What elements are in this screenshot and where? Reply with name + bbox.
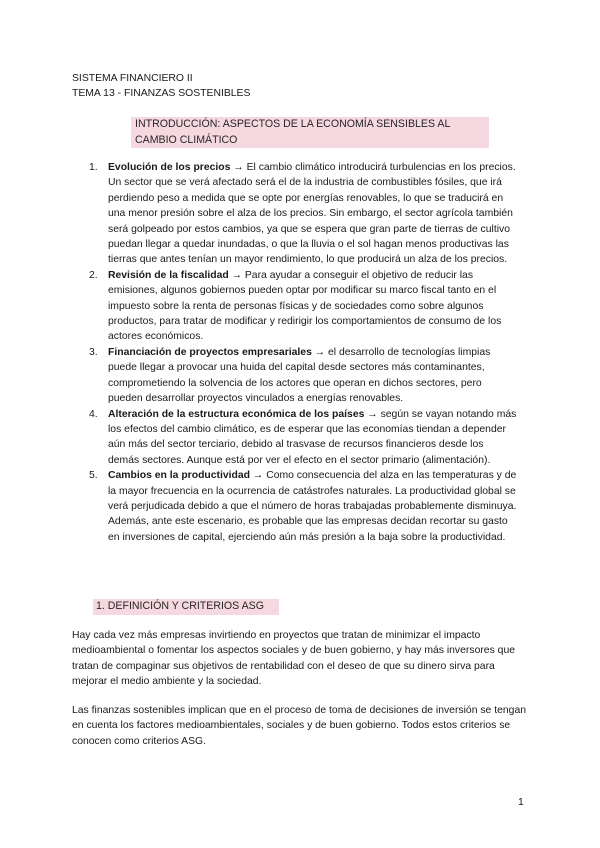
list-item: 1. Evolución de los precios → El cambio climático introducirá turbulencias en los precios. Un sector que se verá afectado será el de la industria de combustibles fósiles, que irá perdiendo peso a medida que se opte por energías renovables, lo que se traducirá en una menor presión sobre el alza de los precios. Sin embargo, el sector agrícola también será golpeado por estos cambios, ya que se espera que gran parte de tierras de cultivo puedan llegar a quedar inundadas, o que la lluvia o el sol hagan menos productivas las tierras que antes tenían un mayor rendimiento, lo que producirá un alza de los precios. — [89, 162, 516, 266]
document-header — [72, 71, 250, 101]
course-title: SISTEMA FINANCIERO II — [72, 73, 193, 84]
page-number: 1 — [518, 797, 524, 808]
item-text: → El cambio climático introducirá turbulencias en los precios. Un sector que se verá afectado será el de la industria de combustibles fósiles, que irá perdiendo peso a medida que se opte por energías renovables, lo que se traducirá en una menor presión sobre el alza de los precios. Sin embargo, el sector agrícola también será golpeado por estos cambios, ya que se espera que gran parte de tierras de cultivo puedan llegar a quedar inundadas, o que la lluvia o el sol hagan menos productivas las tierras que antes tenían un mayor rendimiento, lo que producirá un alza de los precios. — [108, 162, 516, 266]
item-title: Revisión de la fiscalidad — [108, 269, 229, 281]
list-item: 5. Cambios en la productividad → Como consecuencia del alza en las temperaturas y de la mayor frecuencia en la ocurrencia de catástrofes naturales. La productividad global se verá perjudicada debido a que el número de horas trabajadas probablemente disminuya. Además, ante este escenario, es probable que las empresas decidan recortar su gasto en inversiones de capital, ejerciendo aún más presión a la baja sobre la productividad. — [89, 470, 517, 543]
item-title: Financiación de proyectos empresariales — [108, 346, 312, 358]
intro-heading: INTRODUCCIÓN: ASPECTOS DE LA ECONOMÍA SENSIBLES AL CAMBIO CLIMÁTICO — [131, 117, 489, 148]
item-text: → según se vayan notando más los efectos del cambio climático, es de esperar que las economías tiendan a depender aún más del sector terciario, debido al trasvase de recursos financieros desde los demás sectores. Aunque está por ver el efecto en el sector primario (alimentación). — [108, 408, 517, 466]
climate-aspects-list — [87, 160, 517, 545]
item-title: Alteración de la estructura económica de los países — [108, 408, 365, 420]
topic-title: TEMA 13 - FINANZAS SOSTENIBLES — [72, 88, 251, 99]
body-paragraph: Las finanzas sostenibles implican que en el proceso de toma de decisiones de inversión se tengan en cuenta los factores medioambientales, sociales y de buen gobierno. Todos estos criterios se conocen como criterios ASG. — [72, 705, 527, 747]
item-title: Evolución de los precios — [108, 162, 231, 173]
item-text: → Para ayudar a conseguir el objetivo de reducir las emisiones, algunos gobiernos pueden optar por modificar su marco fiscal tanto en el impuesto sobre la renta de personas físicas y de sociedades como sobre algunos productos, para tratar de modificar y redirigir los comportamientos de consumo de los actores económicos. — [108, 269, 502, 343]
item-text: → Como consecuencia del alza en las temperaturas y de la mayor frecuencia en la ocurrencia de catástrofes naturales. La productividad global se verá perjudicada debido a que el número de horas trabajadas probablemente disminuya. Además, ante este escenario, es probable que las empresas decidan recortar su gasto en inversiones de capital, ejerciendo aún más presión a la baja sobre la productividad. — [108, 470, 517, 543]
list-item: 3. Financiación de proyectos empresariales → el desarrollo de tecnologías limpias puede llegar a provocar una huida del capital desde sectores más contaminantes, comprometiendo la solvencia de los actores que operan en dichos sectores, pero pueden desarrollar proyectos vinculados a energías renovables. — [89, 346, 491, 405]
section-heading: 1. DEFINICIÓN Y CRITERIOS ASG — [93, 599, 279, 615]
item-title: Cambios en la productividad — [108, 470, 251, 482]
list-item: 2. Revisión de la fiscalidad → Para ayudar a conseguir el objetivo de reducir las emisiones, algunos gobiernos pueden optar por modificar su marco fiscal tanto en el impuesto sobre la renta de personas físicas y de sociedades como sobre algunos productos, para tratar de modificar y redirigir los comportamientos de consumo de los actores económicos. — [89, 269, 502, 343]
list-item: 4. Alteración de la estructura económica de los países → según se vayan notando más los efectos del cambio climático, es de esperar que las economías tiendan a depender aún más del sector terciario, debido al trasvase de recursos financieros desde los demás sectores. Aunque está por ver el efecto en el sector primario (alimentación). — [89, 408, 517, 466]
item-text: → el desarrollo de tecnologías limpias puede llegar a provocar una huida del capital desde sectores más contaminantes, comprometiendo la solvencia de los actores que operan en dichos sectores, pero pueden desarrollar proyectos vinculados a energías renovables. — [108, 346, 491, 405]
body-paragraph: Hay cada vez más empresas invirtiendo en proyectos que tratan de minimizar el impacto medioambiental o fomentar los aspectos sociales y de buen gobierno, y hay más inversores que tratan de compaginar sus objetivos de rentabilidad con el deseo de que su dinero sirva para mejorar el medio ambiente y la sociedad. — [72, 630, 516, 688]
